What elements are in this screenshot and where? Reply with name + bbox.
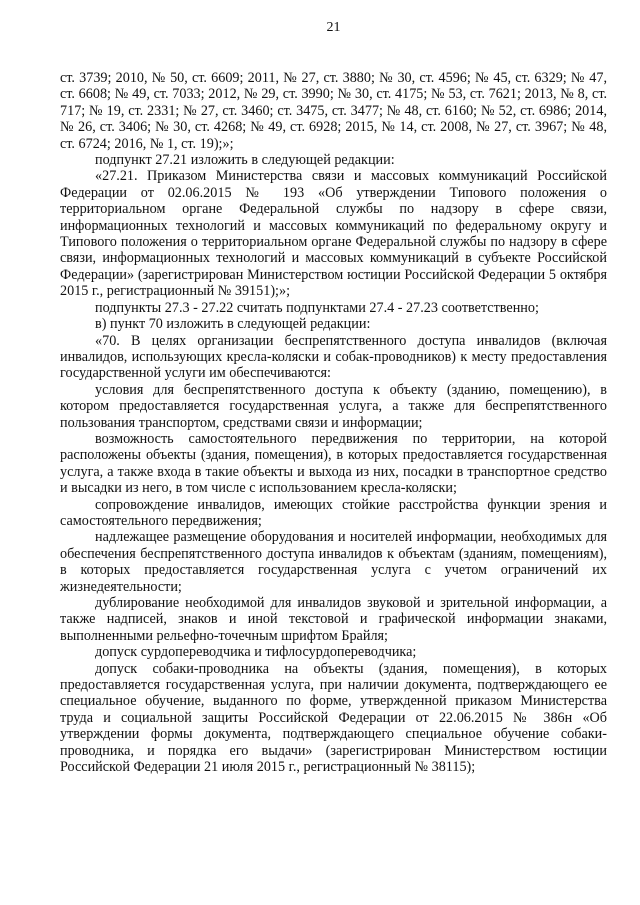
paragraph-escort: сопровождение инвалидов, имеющих стойкие расстройства функции зрения и самостоятельного передвижения;	[60, 496, 607, 529]
paragraph-information-duplication: дублирование необходимой для инвалидов звуковой и зрительной информации, а также надписей, знаков и иной текстовой и графической информации знаками, выполненными рельефно-точечным шрифтом Брайля;	[60, 595, 607, 644]
paragraph-renumbering: подпункты 27.3 - 27.22 считать подпунктами 27.4 - 27.23 соответственно;	[95, 299, 539, 316]
paragraph-clause-70-text: «70. В целях организации беспрепятственного доступа инвалидов (включая инвалидов, использующих кресла-коляски и собак-проводников) к месту предоставления государственной услуги им обеспечиваются:	[60, 332, 607, 382]
paragraph-equipment-placement: надлежащее размещение оборудования и носителей информации, необходимых для обеспечения беспрепятственного доступа инвалидов к объектам (зданиям, помещениям), в которых предоставляется государственная услуга с учетом ограничений их жизнедеятельности;	[60, 529, 607, 595]
paragraph-access-conditions: условия для беспрепятственного доступа к объекту (зданию, помещению), в котором предоставляется государственная услуга, а также для беспрепятственного пользования транспортом, средствами связи и информации;	[60, 381, 607, 431]
paragraph-subclause-27-21-intro: подпункт 27.21 изложить в следующей редакции:	[95, 152, 395, 169]
paragraph-independent-movement: возможность самостоятельного передвижения по территории, на которой расположены объекты (здания, помещения), в которых предоставляется государственная услуга, а также входа в такие объекты и выхода из них, посадки в транспортное средство и высадки из него, в том числе с использованием кресла-коляски;	[60, 430, 607, 497]
paragraph-subclause-27-21-text: «27.21. Приказом Министерства связи и массовых коммуникаций Российской Федерации от 02.06.2015 № 193 «Об утверждении Типового положения о территориальном органе Федеральной службы по надзору в сфере связи, информационных технологий и массовых коммуникаций по федеральному округу и Типового положения о территориальном органе Федеральной службы по надзору в сфере связи, информационных технологий и массовых коммуникаций в субъекте Российской Федерации» (зарегистрирован Министерством юстиции Российской Федерации 5 октября 2015 г., регистрационный № 39151);»;	[60, 168, 607, 300]
paragraph-interpreters: допуск сурдопереводчика и тифлосурдопереводчика;	[95, 644, 417, 661]
paragraph-guide-dog-access: допуск собаки-проводника на объекты (здания, помещения), в которых предоставляется государственная услуга, при наличии документа, подтверждающего ее специальное обучение, выданного по форме, утвержденной приказом Министерства труда и социальной защиты Российской Федерации от 22.06.2015 № 386н «Об утверждении формы документа, подтверждающего специальное обучение собаки-проводника, и порядка его выдачи» (зарегистрирован Министерством юстиции Российской Федерации 21 июля 2015 г., регистрационный № 38115);	[60, 660, 607, 776]
paragraph-citation-continuation: ст. 3739; 2010, № 50, ст. 6609; 2011, № 27, ст. 3880; № 30, ст. 4596; № 45, ст. 6329; № 47, ст. 6608; № 49, ст. 7033; 2012, № 29, ст. 3990; № 30, ст. 4175; № 53, ст. 7621; 2013, № 8, ст. 717; № 19, ст. 2331; № 27, ст. 3460; ст. 3475, ст. 3477; № 48, ст. 6160; № 52, ст. 6986; 2014, № 26, ст. 3406; № 30, ст. 4268; № 49, ст. 6928; 2015, № 14, ст. 2008, № 27, ст. 3967; № 48, ст. 6724; 2016, № 1, ст. 19);»;	[60, 70, 607, 152]
page-number: 21	[326, 20, 341, 35]
paragraph-clause-70-intro: в) пункт 70 изложить в следующей редакции:	[95, 316, 371, 333]
document-body	[60, 70, 607, 775]
